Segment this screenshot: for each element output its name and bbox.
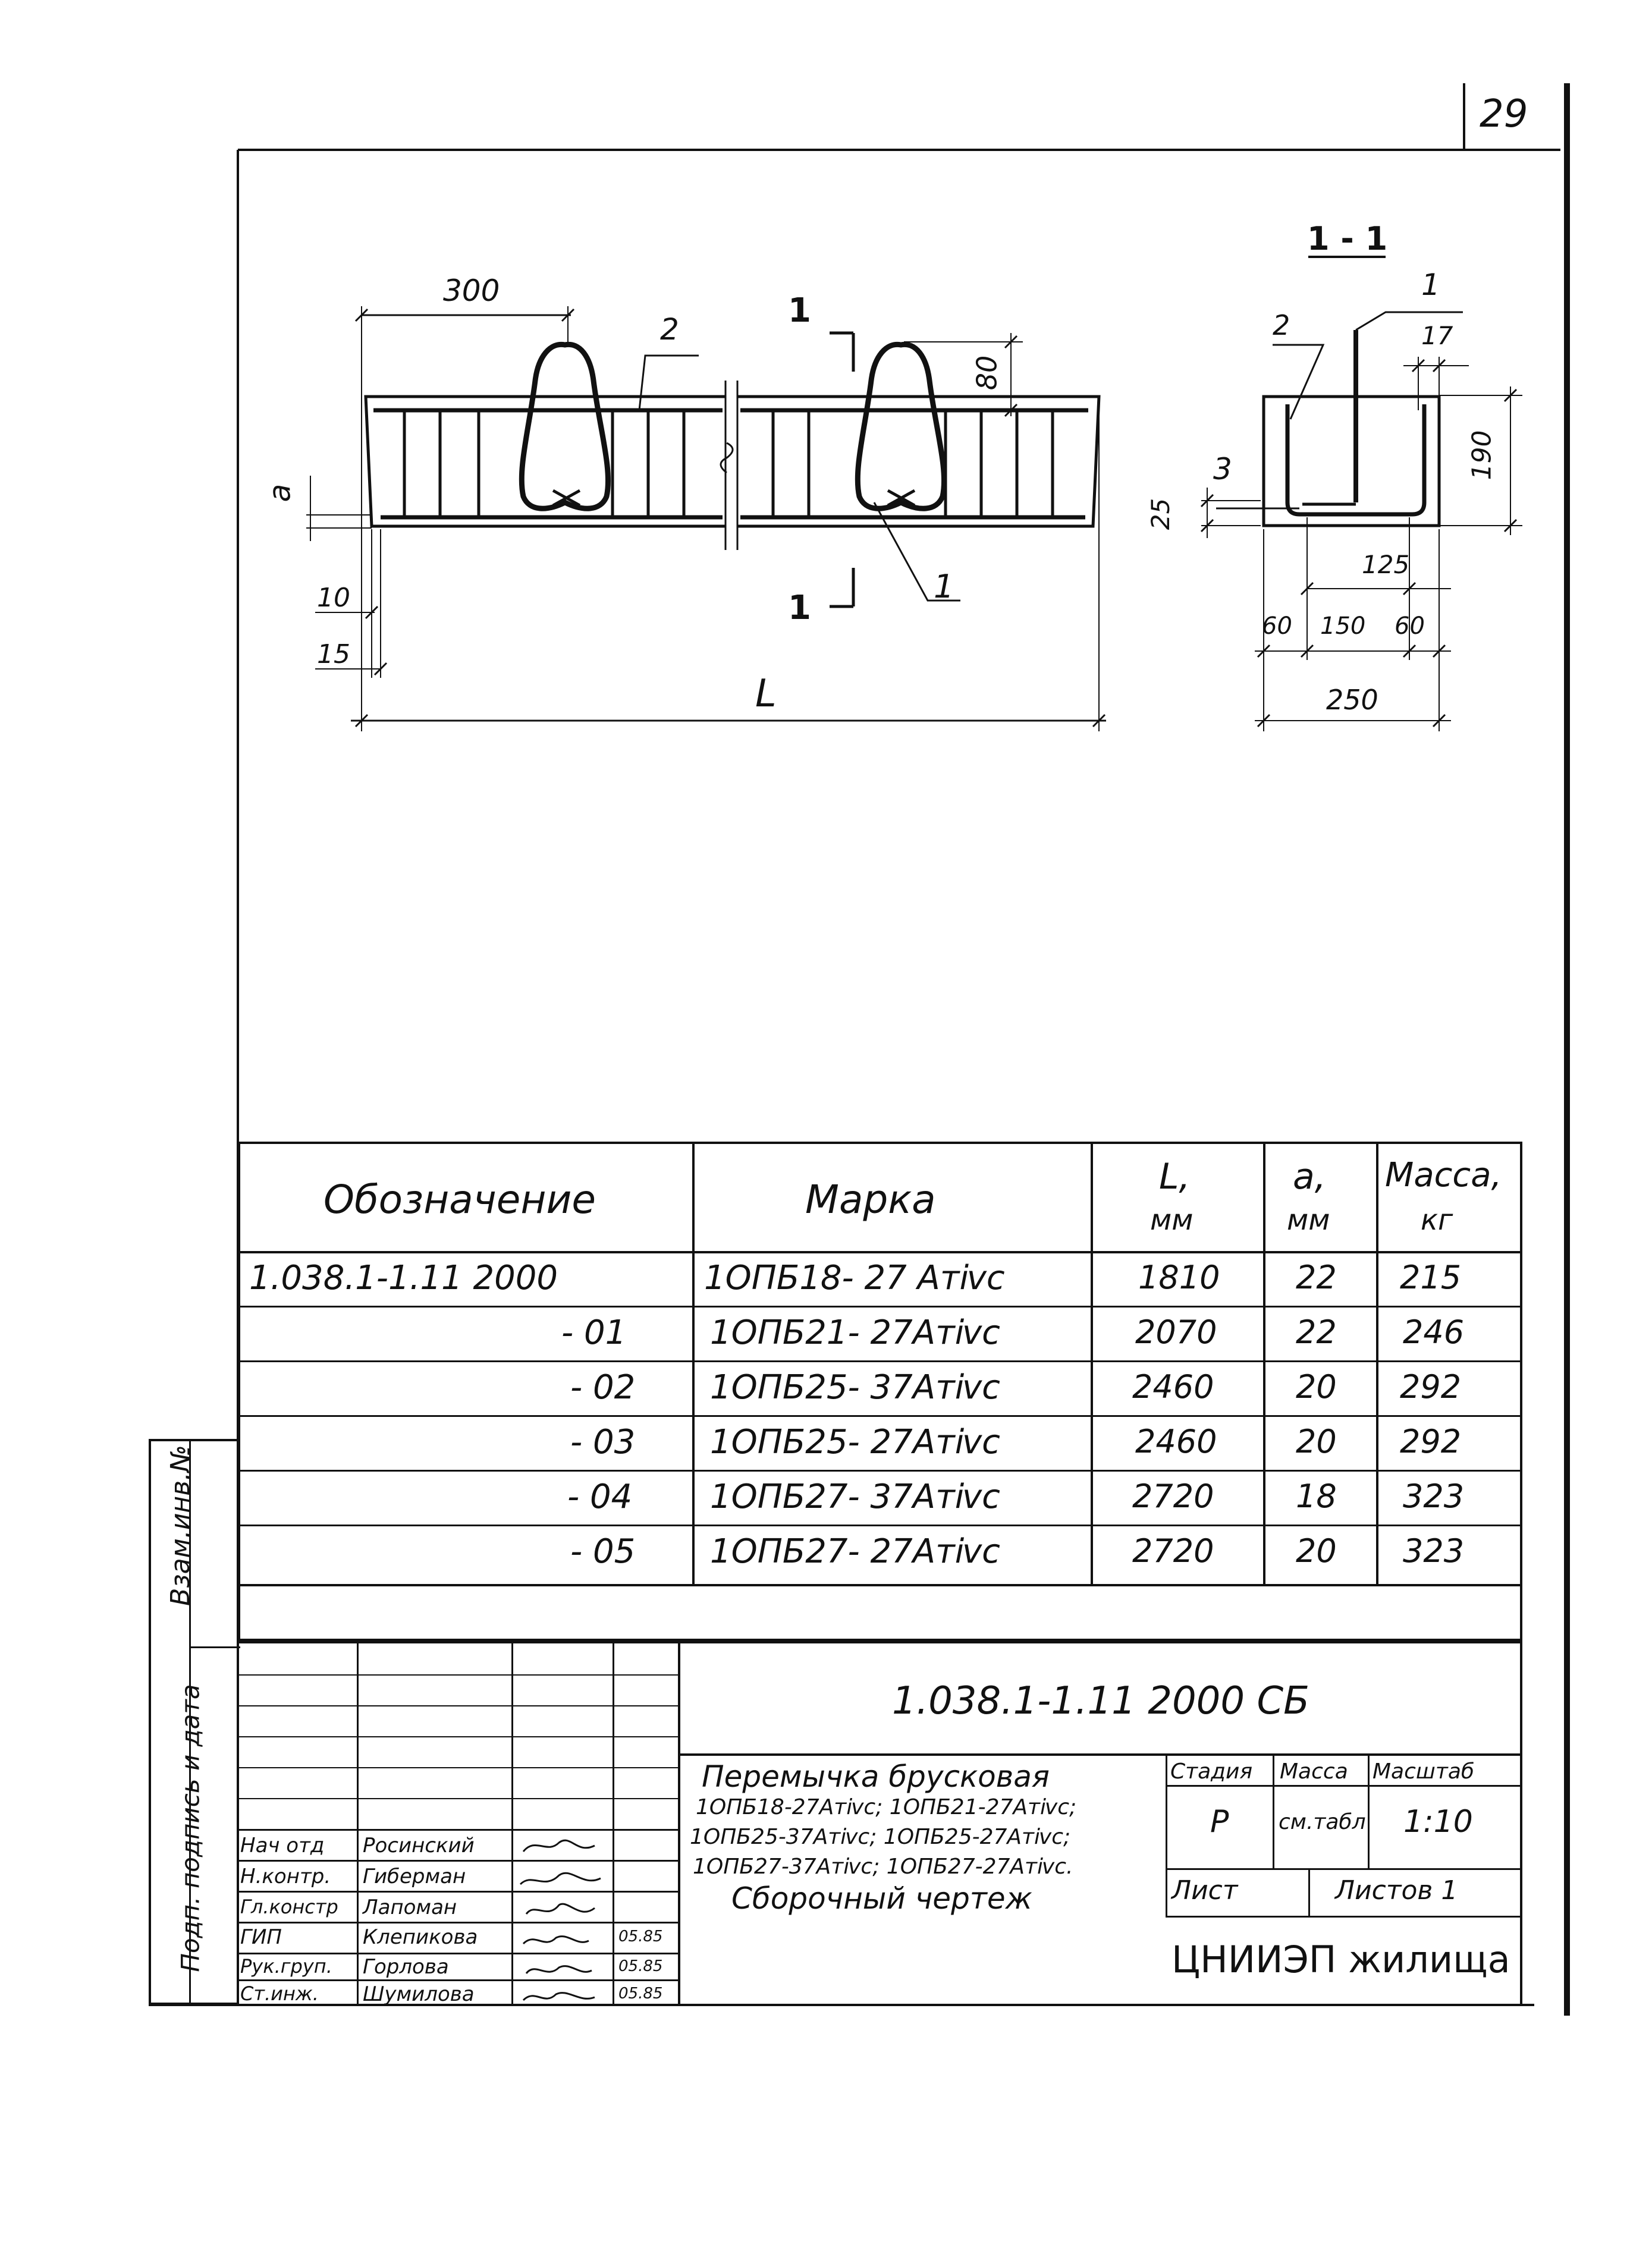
header-divider: [240, 1251, 1520, 1253]
cell-mass: 292: [1400, 1368, 1462, 1406]
cell-designation: - 04: [567, 1478, 633, 1516]
stage-col-divider: [1368, 1756, 1370, 1869]
cell-a: 20: [1296, 1532, 1337, 1570]
header-mass: Масса,: [1385, 1156, 1502, 1195]
cell-a: 22: [1296, 1259, 1337, 1296]
sig-date: 05.85: [618, 1957, 663, 1975]
cell-mark: 1ОПБ25- 27Атⅳс: [710, 1423, 1000, 1461]
cell-a: 22: [1296, 1313, 1337, 1351]
dim-250: 250: [1326, 684, 1378, 716]
sig-role: Ст.инж.: [240, 1982, 319, 2005]
lifting-loop-left: [522, 344, 608, 508]
mass-label: Масса: [1280, 1759, 1348, 1784]
cell-mark: 1ОПБ21- 27Атⅳс: [710, 1313, 1000, 1352]
mass-value: см.табл: [1279, 1810, 1366, 1834]
row-divider: [240, 1360, 1520, 1362]
dim-80: 80: [971, 355, 1003, 391]
section-callout-2: 2: [1273, 309, 1290, 341]
table-col-divider: [1091, 1144, 1093, 1584]
dim-60-right: 60: [1395, 612, 1425, 640]
dim-300: 300: [443, 274, 500, 308]
sig-name: Шумилова: [363, 1982, 475, 2006]
stage-label: Стадия: [1170, 1759, 1253, 1784]
callout-2: 2: [660, 312, 679, 347]
sig-date: 05.85: [618, 1985, 663, 2003]
sig-name: Гиберман: [363, 1865, 466, 1888]
section-cut-mark-bottom: 1: [788, 589, 811, 627]
org-name: ЦНИИЭП жилища: [1172, 1938, 1510, 1981]
cell-mark: 1ОПБ25- 37Атⅳс: [710, 1368, 1000, 1407]
side-stamp-divider: [189, 1646, 240, 1648]
sig-col-divider: [613, 1643, 614, 2005]
cell-designation: - 03: [570, 1423, 636, 1461]
lifting-loop-right: [858, 344, 944, 508]
cell-mass: 292: [1400, 1423, 1462, 1460]
sig-role: Н.контр.: [240, 1865, 331, 1888]
cell-L: 2720: [1132, 1478, 1214, 1515]
stage-row: [1166, 1868, 1522, 1870]
cell-L: 2460: [1135, 1423, 1217, 1460]
signature-scribbles: [511, 1831, 613, 2007]
cell-L: 2070: [1135, 1313, 1217, 1351]
scale-value: 1:10: [1403, 1804, 1473, 1840]
cell-mark: 1ОПБ27- 27Атⅳс: [710, 1532, 1000, 1571]
cell-a: 20: [1296, 1368, 1337, 1406]
sig-role: Нач отд: [240, 1834, 325, 1857]
cell-a: 18: [1296, 1478, 1337, 1515]
stage-value: Р: [1210, 1804, 1229, 1840]
header-mark: Марка: [805, 1177, 936, 1222]
section-1-1: [1201, 257, 1522, 731]
title-hline: [678, 1753, 1522, 1756]
sheet-label: Лист: [1172, 1875, 1238, 1906]
sheets-label: Листов 1: [1335, 1875, 1458, 1906]
cell-mark: 1ОПБ27- 37Атⅳс: [710, 1478, 1000, 1516]
stage-col-divider: [1166, 1756, 1167, 1916]
dim-L: L: [755, 672, 777, 716]
title-main: Перемычка брусковая: [702, 1759, 1050, 1794]
cell-mass: 323: [1403, 1532, 1465, 1570]
header-L: L,: [1159, 1156, 1191, 1197]
table-col-divider: [1376, 1144, 1378, 1584]
title-marks-2: 1ОПБ25-37Атⅳс; 1ОПБ25-27Атⅳс;: [690, 1825, 1071, 1849]
title-block: [238, 1641, 1522, 2005]
dim-150: 150: [1320, 612, 1366, 640]
dim-17: 17: [1421, 321, 1453, 350]
scale-label: Масштаб: [1373, 1759, 1475, 1784]
header-L-unit: мм: [1150, 1203, 1194, 1237]
header-a: a,: [1293, 1156, 1326, 1197]
title-marks-3: 1ОПБ27-37Атⅳс; 1ОПБ27-27Атⅳс.: [693, 1855, 1073, 1879]
row-divider: [240, 1584, 1520, 1586]
section-cut-mark-top: 1: [788, 291, 811, 330]
sig-name: Клепикова: [363, 1925, 478, 1949]
side-stamp-sign: Подп. подпись и дата: [175, 1684, 205, 1972]
cell-L: 2460: [1132, 1368, 1214, 1406]
table-col-divider: [692, 1144, 695, 1584]
sig-role: Гл.констр: [240, 1896, 338, 1918]
section-callout-3: 3: [1213, 452, 1232, 486]
sig-row: [238, 1798, 678, 1799]
cell-L: 1810: [1138, 1259, 1220, 1296]
cell-mark: 1ОПБ18- 27 Атⅳс: [704, 1259, 1005, 1297]
sheet-number: 29: [1480, 92, 1528, 136]
row-divider: [240, 1470, 1520, 1472]
side-stamp-inv: Взам.инв.№: [165, 1445, 196, 1606]
stage-col-divider: [1273, 1756, 1274, 1869]
row-divider: [240, 1525, 1520, 1526]
cell-designation: - 02: [570, 1368, 636, 1407]
sig-row: [238, 1705, 678, 1706]
cell-designation: - 05: [570, 1532, 636, 1571]
spec-table: [238, 1142, 1522, 1641]
dim-a: a: [262, 483, 297, 502]
sig-col-divider: [357, 1643, 359, 2005]
stage-row: [1166, 1785, 1522, 1787]
section-callout-1: 1: [1421, 268, 1440, 302]
title-subtitle: Сборочный чертеж: [731, 1881, 1032, 1916]
callout-1: 1: [934, 568, 954, 605]
sig-col-divider: [678, 1643, 680, 2005]
title-marks-1: 1ОПБ18-27Атⅳс; 1ОПБ21-27Атⅳс;: [696, 1795, 1077, 1819]
dim-60-left: 60: [1262, 612, 1292, 640]
cell-a: 20: [1296, 1423, 1337, 1460]
header-designation: Обозначение: [324, 1177, 596, 1222]
sig-name: Лапоман: [363, 1896, 457, 1919]
cell-mass: 323: [1403, 1478, 1465, 1515]
sig-role: Рук.груп.: [240, 1955, 332, 1978]
sig-row: [238, 1767, 678, 1768]
row-divider: [240, 1415, 1520, 1417]
cell-designation: 1.038.1-1.11 2000: [249, 1259, 558, 1297]
cell-L: 2720: [1132, 1532, 1214, 1570]
sig-row: [238, 1674, 678, 1676]
section-label: 1 - 1: [1307, 220, 1388, 257]
sig-role: ГИП: [240, 1925, 282, 1949]
sig-name: Росинский: [363, 1834, 475, 1857]
cell-designation: - 01: [561, 1313, 627, 1352]
sig-date: 05.85: [618, 1928, 663, 1945]
table-col-divider: [1263, 1144, 1265, 1584]
stage-row: [1166, 1916, 1522, 1918]
header-mass-unit: кг: [1421, 1203, 1453, 1237]
cell-mass: 246: [1403, 1313, 1465, 1351]
dim-25: 25: [1146, 498, 1176, 530]
sig-row: [238, 1736, 678, 1737]
header-a-unit: мм: [1287, 1203, 1330, 1237]
row-divider: [240, 1306, 1520, 1307]
dim-190: 190: [1466, 430, 1497, 480]
dim-125: 125: [1362, 550, 1410, 579]
cell-mass: 215: [1400, 1259, 1462, 1296]
dim-10: 10: [317, 583, 350, 613]
dim-15: 15: [317, 639, 350, 670]
doc-code: 1.038.1-1.11 2000 СБ: [892, 1679, 1310, 1723]
sig-name: Горлова: [363, 1955, 449, 1979]
stage-col-divider: [1308, 1868, 1310, 1916]
